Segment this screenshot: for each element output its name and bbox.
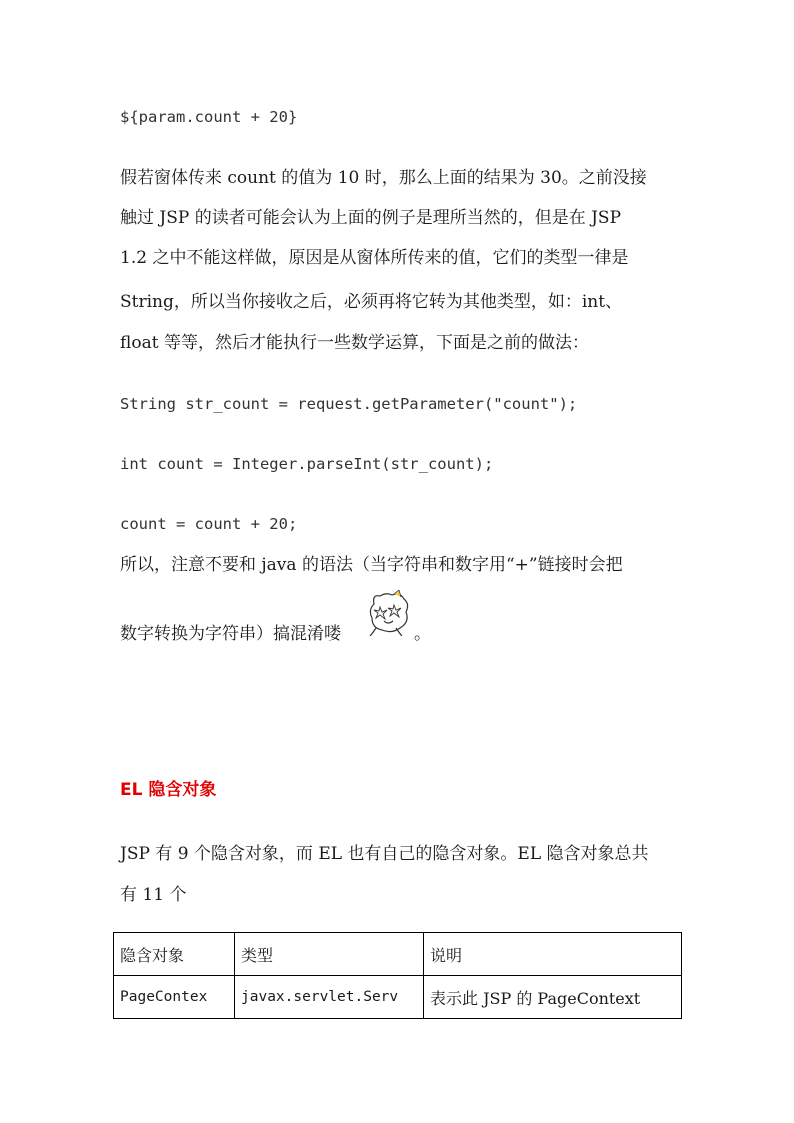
paragraph-line: 触过 JSP 的读者可能会认为上面的例子是理所当然的，但是在 JSP bbox=[120, 208, 622, 228]
table-header-cell: 说明 bbox=[424, 933, 682, 976]
paragraph-line: float 等等，然后才能执行一些数学运算，下面是之前的做法： bbox=[120, 333, 589, 353]
note-line: 所以，注意不要和 java 的语法（当字符串和数字用“+”链接时会把 bbox=[120, 555, 623, 575]
table-cell: 表示此 JSP 的 PageContext bbox=[424, 976, 682, 1019]
table-cell: javax.servlet.Serv bbox=[235, 976, 424, 1019]
cartoon-face-icon bbox=[366, 590, 412, 636]
paragraph-line: String，所以当你接收之后，必须再将它转为其他类型，如：int、 bbox=[120, 292, 623, 312]
table-row bbox=[114, 976, 682, 1019]
note-line: 数字转换为字符串）搞混淆喽 bbox=[120, 624, 341, 644]
paragraph-line: 假若窗体传来 count 的值为 10 时，那么上面的结果为 30。之前没接 bbox=[120, 168, 647, 188]
paragraph-line: 1.2 之中不能这样做，原因是从窗体所传来的值，它们的类型一律是 bbox=[120, 248, 629, 268]
table-cell: PageContex bbox=[114, 976, 235, 1019]
table-header-row bbox=[114, 933, 682, 976]
implicit-objects-table bbox=[113, 932, 682, 1019]
code-line: String str_count = request.getParameter("count"); bbox=[120, 395, 578, 413]
paragraph-line: JSP 有 9 个隐含对象，而 EL 也有自己的隐含对象。EL 隐含对象总共 bbox=[120, 844, 649, 864]
note-period: 。 bbox=[414, 624, 431, 644]
section-heading: EL 隐含对象 bbox=[120, 780, 217, 800]
code-line: int count = Integer.parseInt(str_count); bbox=[120, 455, 494, 473]
paragraph-line: 有 11 个 bbox=[120, 885, 187, 905]
code-el-expression: ${param.count + 20} bbox=[120, 108, 298, 126]
table-header-cell: 类型 bbox=[235, 933, 424, 976]
code-line: count = count + 20; bbox=[120, 515, 298, 533]
table-header-cell: 隐含对象 bbox=[114, 933, 235, 976]
